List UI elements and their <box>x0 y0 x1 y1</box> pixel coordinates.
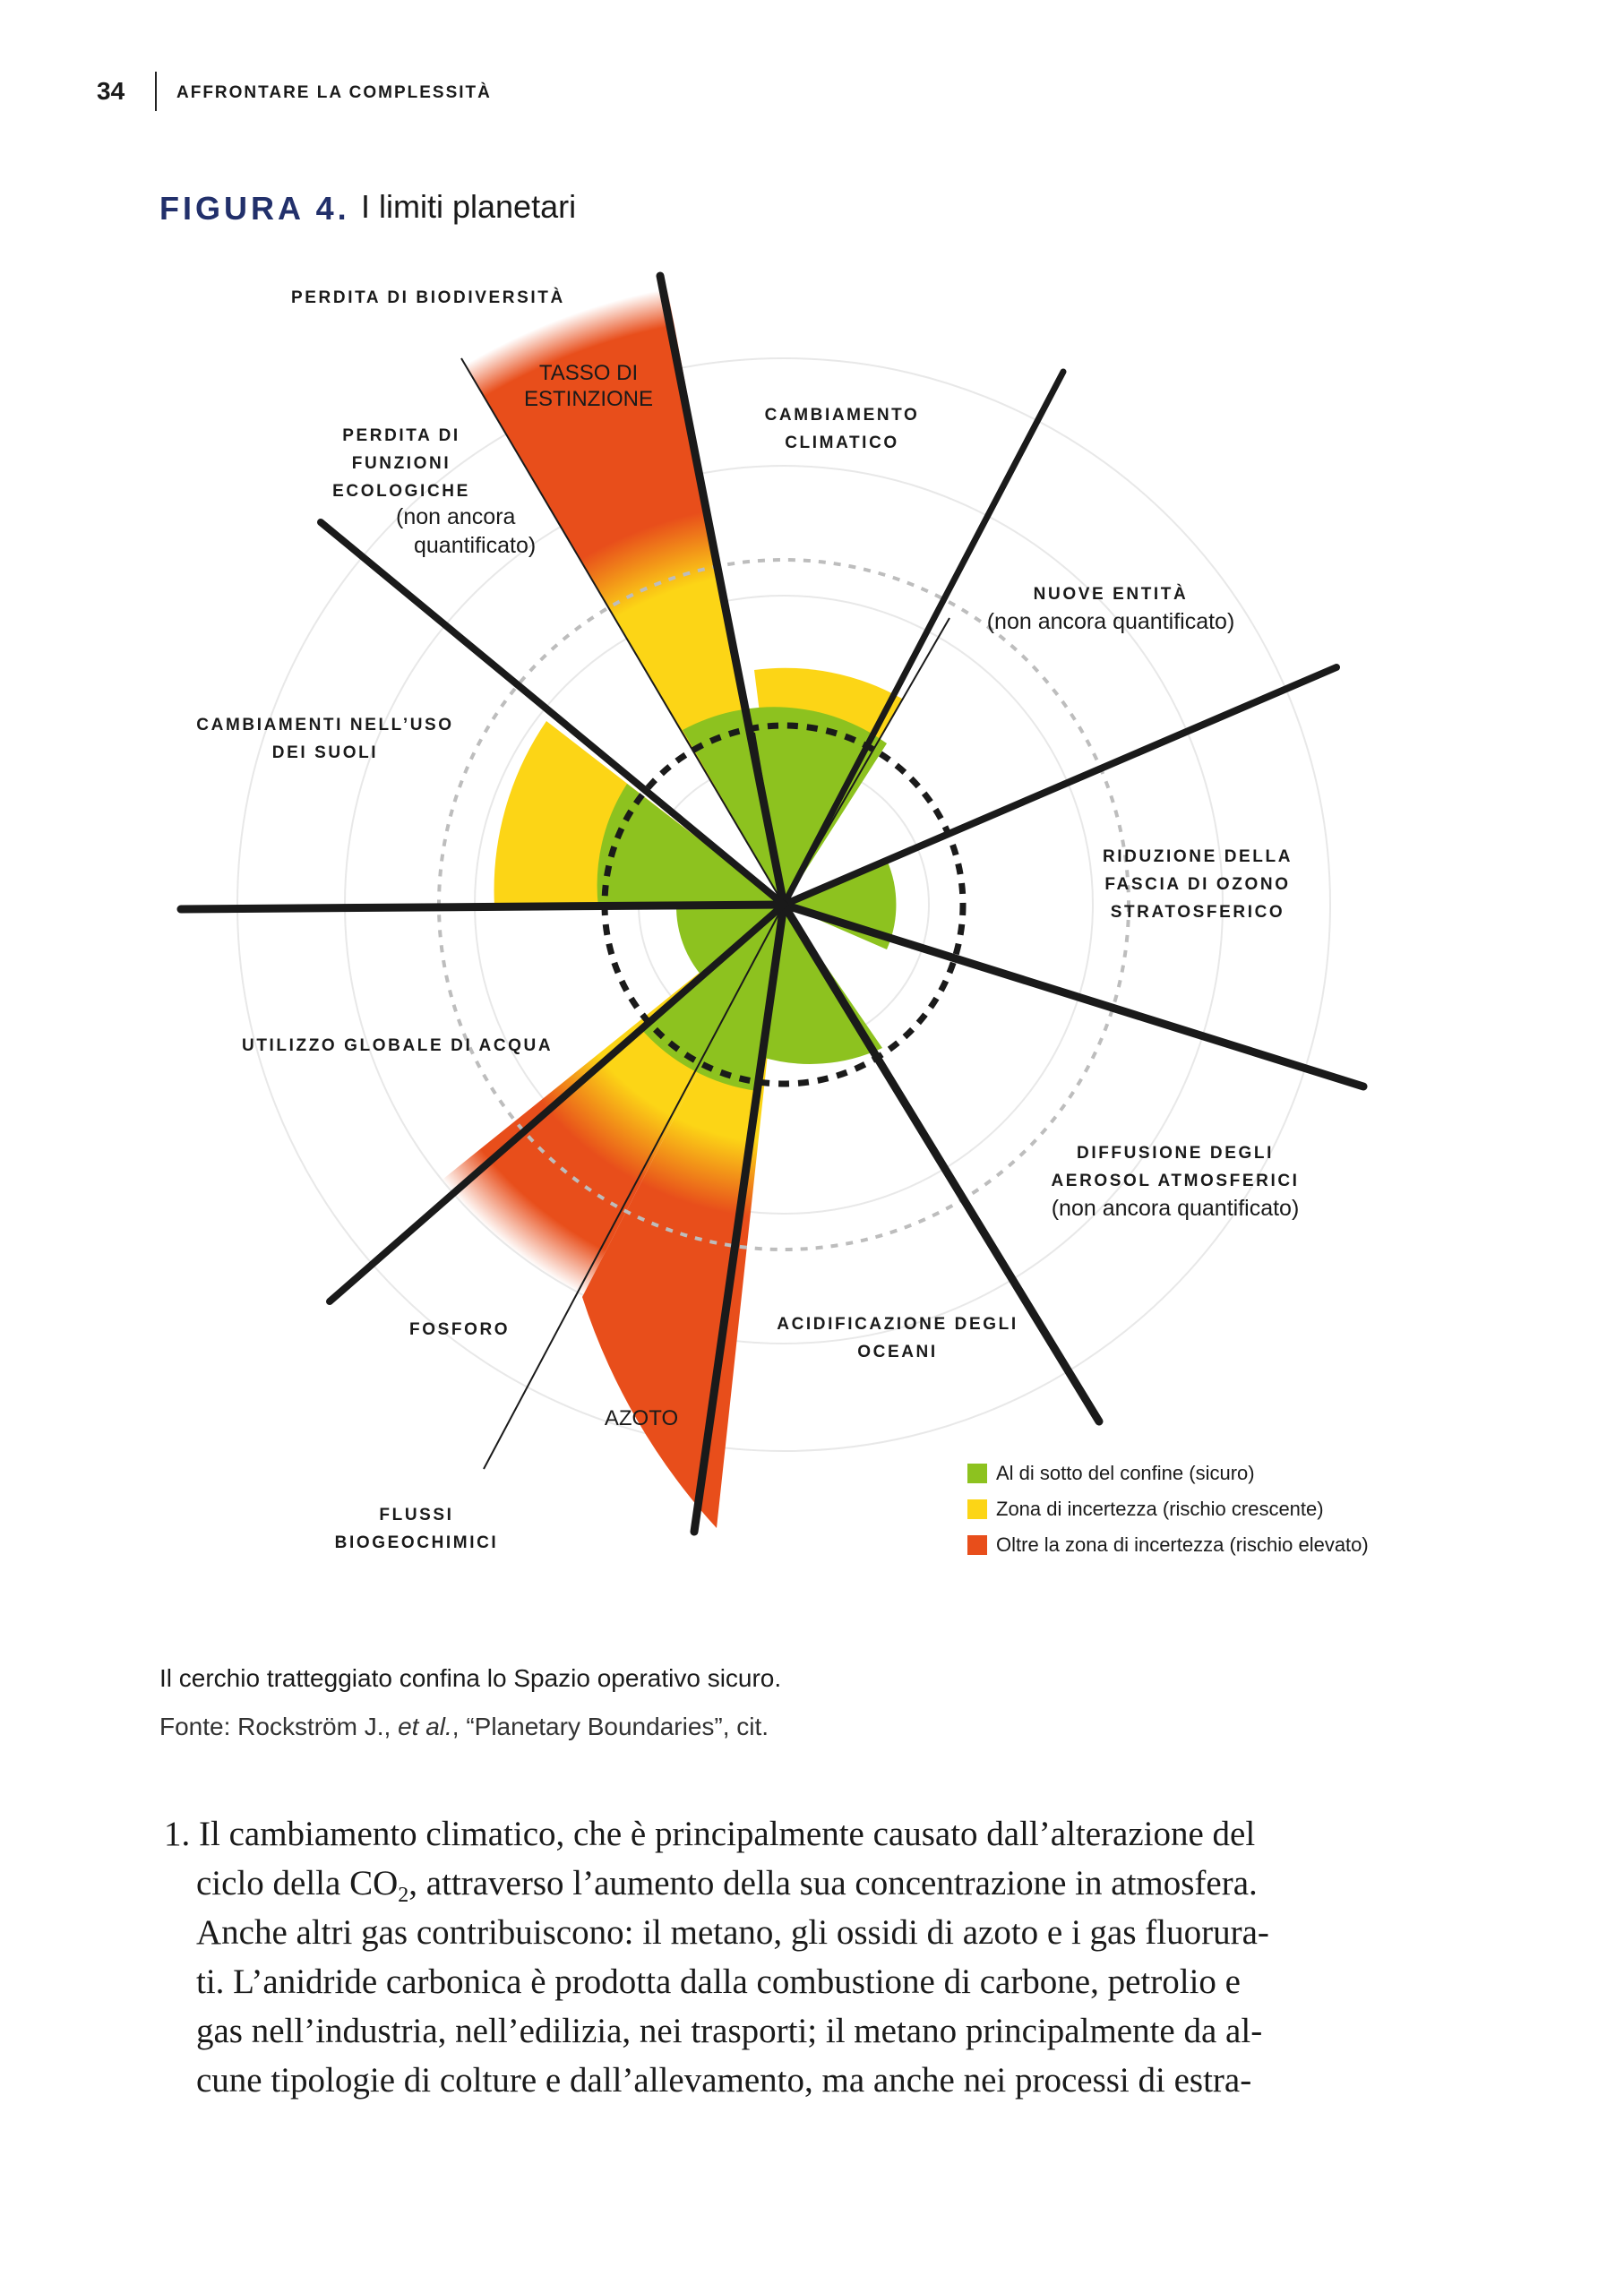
source-prefix: Fonte: Rockström J., <box>159 1713 399 1740</box>
source-italic: et al. <box>398 1713 452 1740</box>
label-ozono-2: FASCIA DI OZONO <box>1104 875 1291 894</box>
body-text <box>164 1809 1396 2105</box>
body-line-part: , attraverso l’aumento della sua concentrazione in atmosfera. <box>408 1864 1258 1902</box>
legend-label-uncertainty: Zona di incertezza (rischio crescente) <box>996 1498 1324 1520</box>
label-ozono-3: STRATOSFERICO <box>1110 903 1285 922</box>
label-suoli-2: DEI SUOLI <box>271 743 379 762</box>
boundary-line <box>181 905 784 909</box>
legend-swatch-safe <box>967 1464 987 1483</box>
running-title: AFFRONTARE LA COMPLESSITÀ <box>176 83 492 102</box>
label-funzioni-3: ECOLOGICHE <box>332 482 470 501</box>
boundary-line <box>784 905 1099 1421</box>
label-acqua: UTILIZZO GLOBALE DI ACQUA <box>242 1036 554 1055</box>
body-line-part: ciclo della CO <box>196 1864 399 1902</box>
label-clima-2: CLIMATICO <box>785 434 899 452</box>
label-aerosol-2: AEROSOL ATMOSFERICI <box>1051 1172 1300 1190</box>
legend-item-high-risk <box>967 1527 1369 1563</box>
label-funzioni-note-1: (non ancora <box>396 504 516 529</box>
subscript-2: 2 <box>398 1884 409 1907</box>
body-line: Anche altri gas contribuiscono: il metano, gli ossidi di azoto e i gas fluorura- <box>196 1913 1269 1952</box>
legend-item-uncertainty <box>967 1491 1369 1527</box>
legend-label-high-risk: Oltre la zona di incertezza (rischio elevato) <box>996 1533 1369 1556</box>
legend-item-safe <box>967 1456 1369 1491</box>
body-line <box>164 1859 1396 1908</box>
label-acidificazione-2: OCEANI <box>857 1343 938 1361</box>
body-line: cune tipologie di colture e dall’allevamento, ma anche nei processi di estra- <box>196 2061 1252 2100</box>
figure-caption: Il cerchio tratteggiato confina lo Spazio operativo sicuro. <box>159 1664 782 1692</box>
page-number: 34 <box>97 77 125 105</box>
label-nuove-note: (non ancora quantificato) <box>986 609 1235 634</box>
legend-label-safe: Al di sotto del confine (sicuro) <box>996 1462 1255 1484</box>
label-funzioni-note-2: quantificato) <box>414 533 537 558</box>
label-funzioni-2: FUNZIONI <box>351 454 451 473</box>
label-flussi-2: BIOGEOCHIMICI <box>334 1533 499 1552</box>
body-line: gas nell’industria, nell’edilizia, nei trasporti; il metano principalmente da al- <box>196 2012 1263 2050</box>
label-biodiversita: PERDITA DI BIODIVERSITÀ <box>291 288 565 307</box>
body-line: ti. L’anidride carbonica è prodotta dalla combustione di carbone, petrolio e <box>196 1962 1241 2001</box>
label-flussi-1: FLUSSI <box>379 1506 454 1524</box>
figure-source <box>159 1713 769 1741</box>
body-line: 1. Il cambiamento climatico, che è principalmente causato dall’alterazione del <box>164 1815 1256 1853</box>
label-ozono-1: RIDUZIONE DELLA <box>1102 847 1293 866</box>
figure-title: I limiti planetari <box>361 188 577 225</box>
label-aerosol-note: (non ancora quantificato) <box>1051 1196 1300 1221</box>
label-suoli-1: CAMBIAMENTI NELL’USO <box>196 716 454 734</box>
figure-label: FIGURA 4. <box>159 190 350 227</box>
label-azoto: AZOTO <box>604 1406 679 1430</box>
boundary-line <box>784 905 1363 1086</box>
label-fosforo: FOSFORO <box>409 1320 511 1339</box>
label-funzioni-1: PERDITA DI <box>342 426 460 445</box>
label-acidificazione-1: ACIDIFICAZIONE DEGLI <box>777 1315 1018 1334</box>
chart-legend <box>967 1456 1369 1563</box>
label-tasso-2: ESTINZIONE <box>523 387 654 411</box>
label-clima-1: CAMBIAMENTO <box>764 406 920 425</box>
legend-swatch-uncertainty <box>967 1499 987 1519</box>
label-tasso-1: TASSO DI <box>538 361 639 385</box>
label-aerosol-1: DIFFUSIONE DEGLI <box>1077 1144 1274 1163</box>
label-nuove-1: NUOVE ENTITÀ <box>1033 585 1189 604</box>
source-suffix: , “Planetary Boundaries”, cit. <box>451 1713 769 1740</box>
legend-swatch-high-risk <box>967 1535 987 1555</box>
